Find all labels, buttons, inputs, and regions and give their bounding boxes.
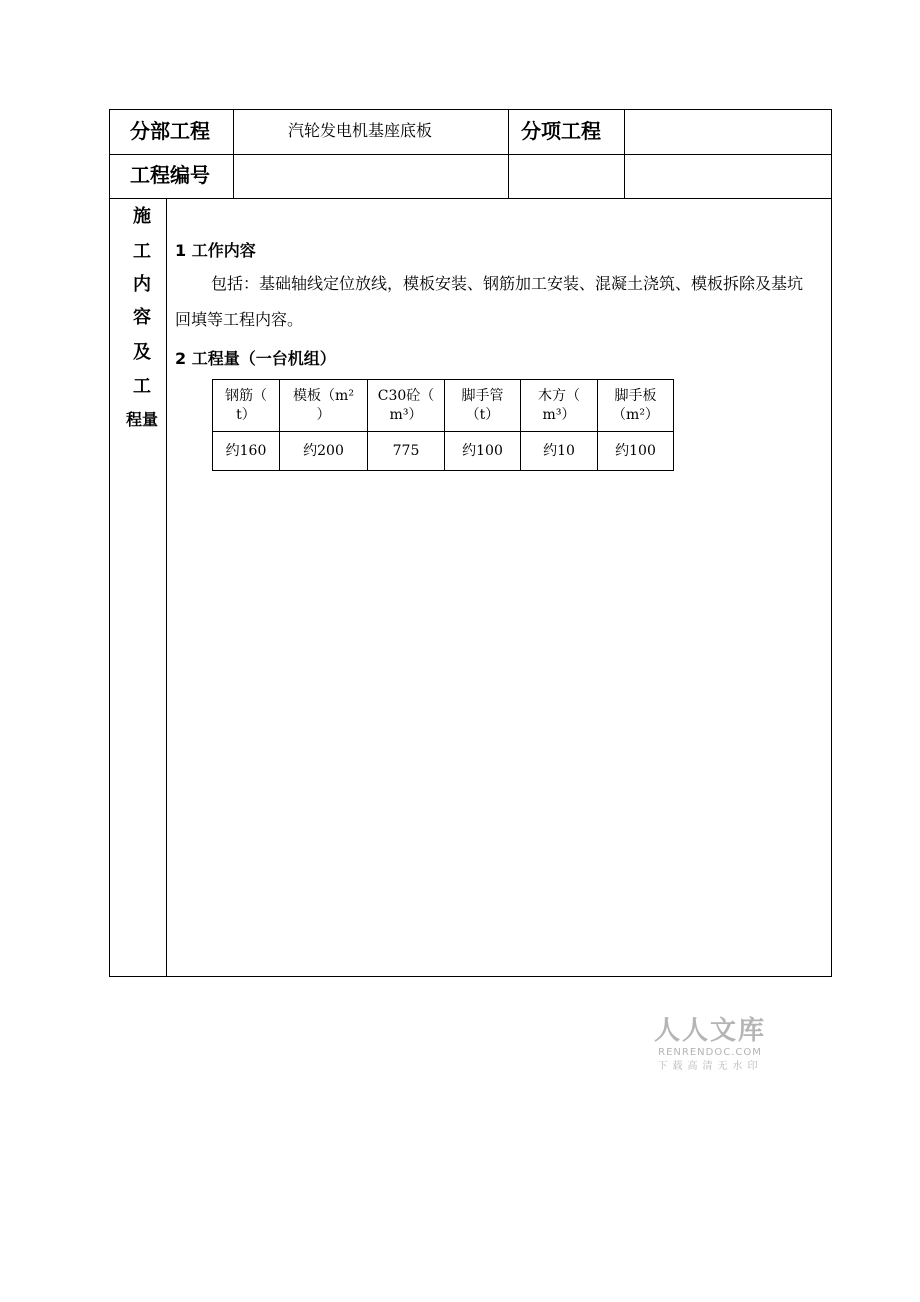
watermark-url: RENRENDOC.COM (658, 1047, 762, 1058)
row-divider (109, 154, 832, 155)
watermark-slogan: 下载高清无水印 (657, 1061, 763, 1072)
item-label: 分项工程 (521, 119, 601, 143)
watermark-title: 人人文库 (653, 1016, 766, 1046)
side-label-char: 工 (133, 241, 151, 262)
side-label-char: 容 (133, 307, 151, 328)
code-label: 工程编号 (130, 163, 210, 187)
division-value: 汽轮发电机基座底板 (288, 121, 433, 140)
side-label-char: 内 (133, 274, 151, 295)
table-cell: 775 (368, 432, 445, 471)
side-label-char: 施 (133, 206, 151, 227)
table-header-cell: 脚手板 （m²） (598, 380, 674, 432)
watermark-logo (640, 1016, 780, 1074)
col-divider (508, 109, 509, 199)
col-divider (624, 109, 625, 199)
table-cell: 约10 (521, 432, 598, 471)
table-header-cell: 木方（ m³） (521, 380, 598, 432)
section1-title: 1 工作内容 (175, 241, 256, 260)
division-label: 分部工程 (130, 119, 210, 143)
table-cell: 约200 (280, 432, 368, 471)
section2-title: 2 工程量（一台机组） (175, 349, 336, 368)
table-cell: 约100 (598, 432, 674, 471)
table-header-cell: 脚手管 （t） (445, 380, 521, 432)
side-label-char: 及 (133, 342, 151, 363)
table-header-row (213, 380, 674, 432)
table-cell: 约160 (213, 432, 280, 471)
side-label-char: 工 (133, 376, 151, 397)
side-label-char: 程量 (126, 410, 159, 429)
table-header-cell: 钢筋（ t） (213, 380, 280, 432)
col-divider (166, 198, 167, 977)
row-divider (109, 198, 832, 199)
table-cell: 约100 (445, 432, 521, 471)
col-divider (233, 109, 234, 199)
table-header-cell: 模板（m² ） (280, 380, 368, 432)
table-row (213, 432, 674, 471)
quantity-table (212, 379, 674, 471)
table-header-cell: C30砼（ m³） (368, 380, 445, 432)
section1-paragraph: 包括：基础轴线定位放线，模板安装、钢筋加工安装、混凝土浇筑、模板拆除及基坑回填等工程内容。 (175, 274, 804, 329)
